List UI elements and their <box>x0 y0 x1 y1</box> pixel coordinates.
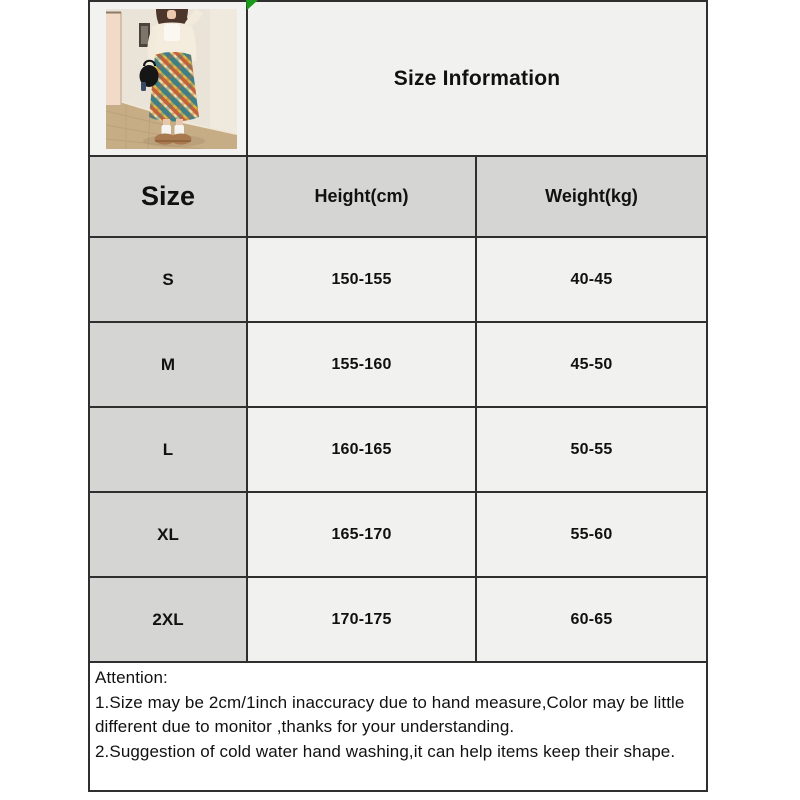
table-row-l <box>89 407 707 492</box>
top-row <box>89 1 707 156</box>
product-photo <box>106 9 237 149</box>
size-label: S <box>89 237 247 322</box>
size-label: 2XL <box>89 577 247 662</box>
attention-note-2: 2.Suggestion of cold water hand washing,it can help items keep their shape. <box>95 741 676 761</box>
attention-row <box>89 662 707 791</box>
size-table <box>88 0 708 792</box>
height-value: 160-165 <box>247 407 476 492</box>
height-value: 170-175 <box>247 577 476 662</box>
column-header-height: Height(cm) <box>247 156 476 237</box>
size-label: L <box>89 407 247 492</box>
table-row-s <box>89 237 707 322</box>
column-header-size: Size <box>89 156 247 237</box>
height-value: 165-170 <box>247 492 476 577</box>
green-corner-triangle-icon <box>246 0 260 11</box>
page-title: Size Information <box>393 66 561 90</box>
attention-heading: Attention: <box>95 668 168 687</box>
weight-value: 45-50 <box>476 322 707 407</box>
height-value: 150-155 <box>247 237 476 322</box>
weight-value: 40-45 <box>476 237 707 322</box>
title-cell <box>247 1 707 156</box>
height-value: 155-160 <box>247 322 476 407</box>
column-header-weight: Weight(kg) <box>476 156 707 237</box>
product-photo-cell <box>89 1 247 156</box>
size-label: M <box>89 322 247 407</box>
table-header-row <box>89 156 707 237</box>
weight-value: 55-60 <box>476 492 707 577</box>
attention-box <box>89 662 707 791</box>
weight-value: 50-55 <box>476 407 707 492</box>
table-row-2xl <box>89 577 707 662</box>
table-row-xl <box>89 492 707 577</box>
size-label: XL <box>89 492 247 577</box>
weight-value: 60-65 <box>476 577 707 662</box>
table-row-m <box>89 322 707 407</box>
attention-note-1: 1.Size may be 2cm/1inch inaccuracy due to hand measure,Color may be little different due to monitor ,thanks for your understanding. <box>95 692 685 736</box>
